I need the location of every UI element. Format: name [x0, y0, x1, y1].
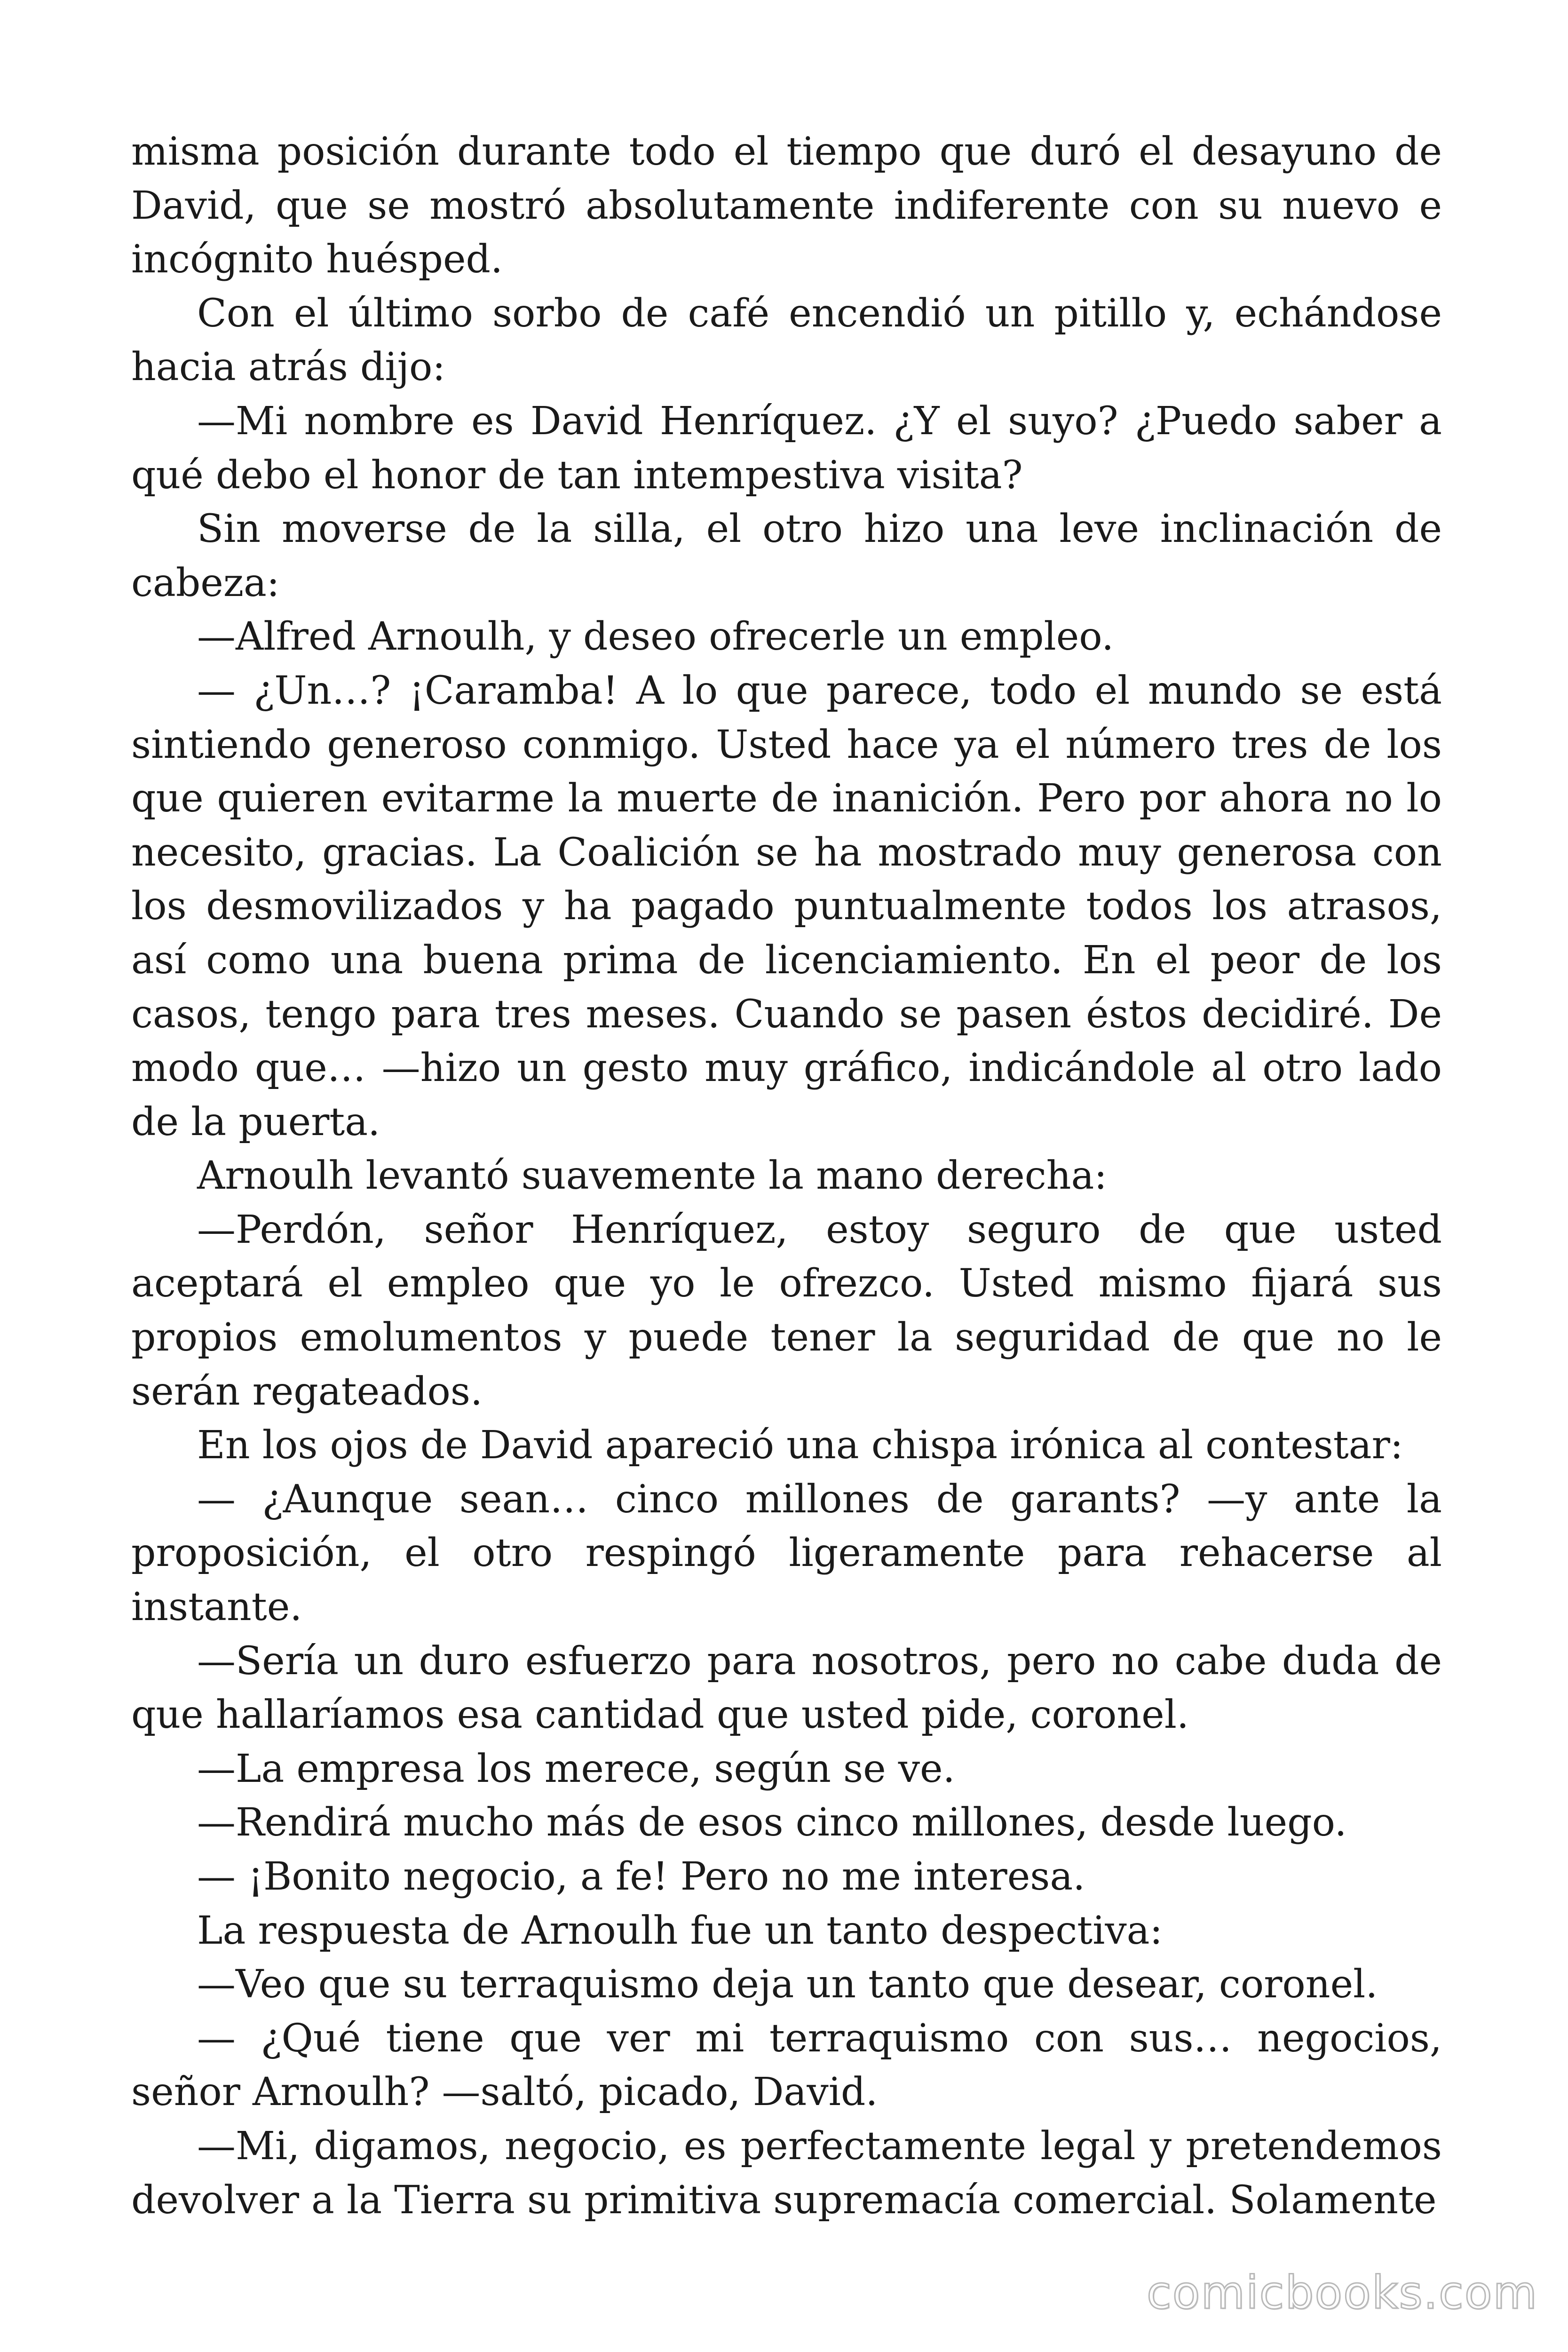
dialogue-paragraph: —La empresa los merece, según se ve.: [197, 1746, 955, 1791]
dialogue-paragraph: — ¿Aunque sean… cinco millones de garants? —y ante la proposición, el otro respingó ligeramente para rehacerse al instante.: [131, 1477, 1442, 1630]
watermark: comicbooks.com: [1146, 2266, 1538, 2319]
dialogue-paragraph: —Rendirá mucho más de esos cinco millones, desde luego.: [197, 1800, 1347, 1845]
dialogue-paragraph: —Mi nombre es David Henríquez. ¿Y el suyo? ¿Puedo saber a qué debo el honor de tan intempestiva visita?: [131, 398, 1442, 498]
dialogue-paragraph: — ¡Bonito negocio, a fe! Pero no me interesa.: [197, 1854, 1085, 1899]
dialogue-paragraph: —Mi, digamos, negocio, es perfectamente legal y pretendemos devolver a la Tierra su primitiva supremacía comercial. Solamente: [131, 2123, 1442, 2223]
paragraph: La respuesta de Arnoulh fue un tanto despectiva:: [197, 1908, 1163, 1953]
dialogue-paragraph: — ¿Qué tiene que ver mi terraquismo con sus… negocios, señor Arnoulh? —saltó, picado, David.: [131, 2016, 1442, 2115]
dialogue-paragraph: —Alfred Arnoulh, y deseo ofrecerle un empleo.: [197, 614, 1114, 660]
dialogue-paragraph: —Veo que su terraquismo deja un tanto que desear, coronel.: [197, 1962, 1378, 2007]
dialogue-paragraph: — ¿Un…? ¡Caramba! A lo que parece, todo el mundo se está sintiendo generoso conmigo. Usted hace ya el número tres de los que quieren evitarme la muerte de inanición. Pero por ahora no lo necesito, gracias. La Coalición se ha mostrado muy generosa con los desmovilizados y ha pagado puntualmente todos los atrasos, así como una buena prima de licenciamiento. En el peor de los casos, tengo para tres meses. Cuando se pasen éstos decidiré. De modo que… —hizo un gesto muy gráfico, indicándole al otro lado de la puerta.: [131, 668, 1442, 1144]
paragraph: En los ojos de David apareció una chispa irónica al contestar:: [197, 1423, 1403, 1468]
paragraph: Sin moverse de la silla, el otro hizo una leve inclinación de cabeza:: [131, 507, 1442, 605]
paragraph-continued: misma posición durante todo el tiempo que duró el desayuno de David, que se mostró absolutamente indiferente con su nuevo e incógnito huésped.: [131, 129, 1442, 282]
dialogue-paragraph: —Perdón, señor Henríquez, estoy seguro de que usted aceptará el empleo que yo le ofrezco. Usted mismo fijará sus propios emolumentos y puede tener la seguridad de que no le serán regateados.: [131, 1207, 1442, 1414]
dialogue-paragraph: —Sería un duro esfuerzo para nosotros, pero no cabe duda de que hallaríamos esa cantidad que usted pide, coronel.: [131, 1638, 1442, 1738]
paragraph: Con el último sorbo de café encendió un pitillo y, echándose hacia atrás dijo:: [131, 291, 1442, 390]
book-page-text: [131, 125, 1442, 2227]
paragraph: Arnoulh levantó suavemente la mano derecha:: [197, 1153, 1108, 1199]
